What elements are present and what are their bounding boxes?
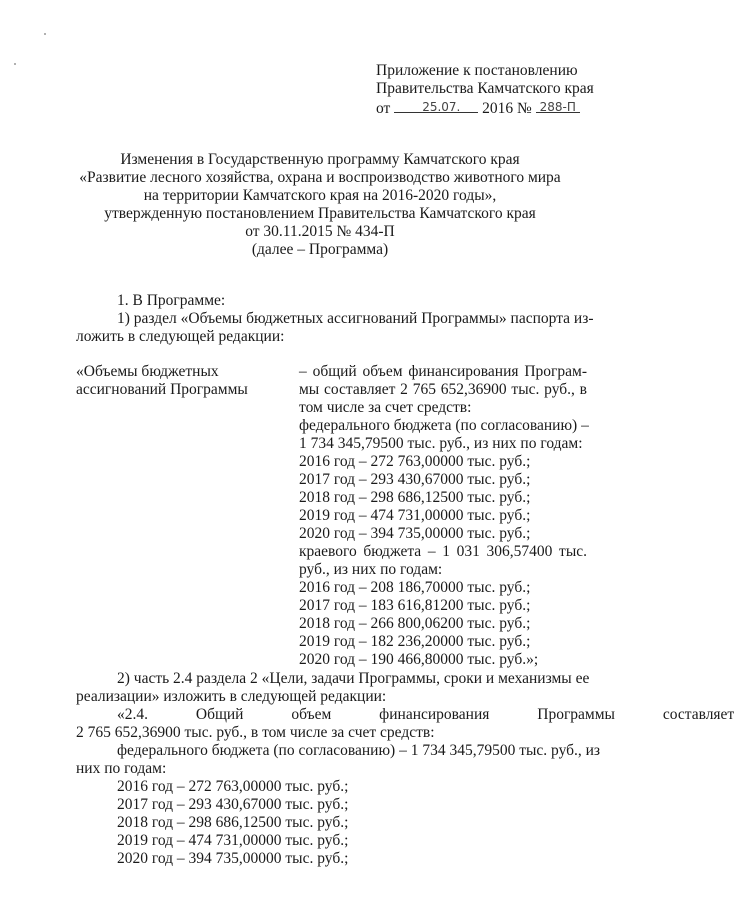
passport-year-line: 2019 год – 182 236,20000 тыс. руб.; — [299, 633, 531, 650]
passport-year-line: 2020 год – 190 466,80000 тыс. руб.»; — [299, 651, 539, 668]
passport-year-line: 2018 год – 298 686,12500 тыс. руб.; — [299, 489, 531, 506]
part-2-year-line: 2016 год – 272 763,00000 тыс. руб.; — [117, 778, 349, 795]
part-2-line: «2.4. Общий объем финансирования Программы составляет — [117, 706, 734, 723]
passport-text-line: том числе за счет средств: — [299, 399, 472, 416]
passport-year-line: 2016 год – 208 186,70000 тыс. руб.; — [299, 579, 531, 596]
passport-text-line: 1 734 345,79500 тыс. руб., из них по годам: — [299, 435, 583, 452]
passport-text-line: руб., из них по годам: — [299, 561, 443, 578]
passport-text-line: мы составляет 2 765 652,36900 тыс. руб., в — [299, 381, 587, 398]
part-2-year-line: 2019 год – 474 731,00000 тыс. руб.; — [117, 832, 349, 849]
date-prefix: от — [376, 100, 391, 117]
part-2-line: 2) часть 2.4 раздела 2 «Цели, задачи Программы, сроки и механизмы ее — [117, 670, 590, 687]
passport-year-line: 2020 год – 394 735,00000 тыс. руб.; — [299, 525, 531, 542]
passport-year-line: 2019 год – 474 731,00000 тыс. руб.; — [299, 507, 531, 524]
title-line: (далее – Программа) — [251, 241, 389, 258]
title-line: Изменения в Государственную программу Камчатского края — [120, 151, 520, 168]
header-line-2: Правительства Камчатского края — [376, 80, 594, 97]
handwritten-date: 25.07. — [422, 100, 461, 114]
title-line: «Развитие лесного хозяйства, охрана и воспроизводство животного мира — [79, 169, 561, 186]
passport-year-line: 2017 год – 183 616,81200 тыс. руб.; — [299, 597, 531, 614]
part-2-year-line: 2017 год – 293 430,67000 тыс. руб.; — [117, 796, 349, 813]
part-2-line: федерального бюджета (по согласованию) – 1 734 345,79500 тыс. руб., из — [117, 742, 601, 759]
part-2-line: реализации» изложить в следующей редакции: — [76, 688, 387, 705]
title-line: утвержденную постановлением Правительства Камчатского края — [104, 205, 536, 222]
date-year: 2016 № — [482, 100, 532, 117]
part-2-year-line: 2018 год – 298 686,12500 тыс. руб.; — [117, 814, 349, 831]
item-1: 1. В Программе: — [117, 292, 226, 309]
header-line-1: Приложение к постановлению — [376, 62, 578, 79]
date-field — [394, 98, 478, 113]
passport-year-line: 2016 год – 272 763,00000 тыс. руб.; — [299, 453, 531, 470]
part-2-line: них по годам: — [76, 760, 167, 777]
passport-text-line: – общий объем финансирования Програм- — [299, 363, 587, 380]
item-1-1-line-1: 1) раздел «Объемы бюджетных ассигнований Программы» паспорта из- — [117, 310, 594, 327]
item-1-1-line-2: ложить в следующей редакции: — [76, 328, 285, 345]
title-line: на территории Камчатского края на 2016-2020 годы», — [143, 187, 497, 204]
passport-text-line: федерального бюджета (по согласованию) – — [299, 417, 589, 434]
number-field — [536, 98, 580, 113]
scan-speck — [44, 33, 46, 35]
scan-speck — [14, 63, 16, 65]
passport-year-line: 2017 год – 293 430,67000 тыс. руб.; — [299, 471, 531, 488]
passport-text-line: краевого бюджета – 1 031 306,57400 тыс. — [299, 543, 587, 560]
passport-label: «Объемы бюджетных — [76, 363, 219, 380]
header-date-line — [376, 98, 580, 118]
passport-year-line: 2018 год – 266 800,06200 тыс. руб.; — [299, 615, 531, 632]
title-line: от 30.11.2015 № 434-П — [245, 223, 395, 240]
passport-label: ассигнований Программы — [76, 381, 248, 398]
part-2-line: 2 765 652,36900 тыс. руб., в том числе за счет средств: — [76, 724, 435, 741]
handwritten-number: 288-П — [539, 100, 576, 114]
part-2-year-line: 2020 год – 394 735,00000 тыс. руб.; — [117, 850, 349, 867]
